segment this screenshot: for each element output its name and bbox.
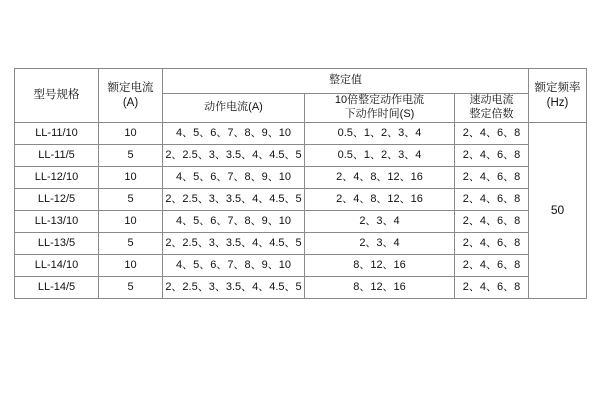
header-action-time bbox=[305, 94, 455, 123]
cell-action-current: 2、2.5、3、3.5、4、4.5、5 bbox=[163, 233, 305, 255]
table-row bbox=[15, 255, 587, 277]
cell-rated-current: 10 bbox=[99, 167, 163, 189]
cell-quick-current: 2、4、6、8 bbox=[455, 167, 529, 189]
header-setting-group: 整定值 bbox=[163, 69, 529, 94]
cell-model: LL-11/10 bbox=[15, 123, 99, 145]
header-rated-current bbox=[99, 69, 163, 123]
header-model: 型号规格 bbox=[15, 69, 99, 123]
cell-quick-current: 2、4、6、8 bbox=[455, 145, 529, 167]
cell-quick-current: 2、4、6、8 bbox=[455, 277, 529, 299]
cell-action-time: 8、12、16 bbox=[305, 277, 455, 299]
header-quick-current bbox=[455, 94, 529, 123]
cell-model: LL-14/5 bbox=[15, 277, 99, 299]
table-body bbox=[15, 123, 587, 299]
table-row bbox=[15, 123, 587, 145]
header-rated-current-line2: (A) bbox=[122, 96, 139, 109]
cell-model: LL-12/10 bbox=[15, 167, 99, 189]
table-row bbox=[15, 189, 587, 211]
cell-quick-current: 2、4、6、8 bbox=[455, 189, 529, 211]
header-quick-current-line2: 整定倍数 bbox=[469, 108, 514, 120]
header-quick-current-line1: 速动电流 bbox=[469, 94, 514, 107]
cell-action-current: 2、2.5、3、3.5、4、4.5、5 bbox=[163, 189, 305, 211]
cell-model: LL-11/5 bbox=[15, 145, 99, 167]
cell-rated-current: 5 bbox=[99, 189, 163, 211]
relay-spec-table bbox=[14, 68, 587, 299]
header-action-time-line2: 下动作时间(S) bbox=[344, 108, 415, 120]
cell-quick-current: 2、4、6、8 bbox=[455, 233, 529, 255]
cell-quick-current: 2、4、6、8 bbox=[455, 123, 529, 145]
cell-rated-current: 5 bbox=[99, 145, 163, 167]
header-rated-frequency-line2: (Hz) bbox=[546, 96, 569, 109]
header-row-1 bbox=[15, 69, 587, 94]
table-row bbox=[15, 211, 587, 233]
cell-action-time: 0.5、1、2、3、4 bbox=[305, 145, 455, 167]
cell-quick-current: 2、4、6、8 bbox=[455, 211, 529, 233]
cell-model: LL-13/5 bbox=[15, 233, 99, 255]
header-action-current: 动作电流(A) bbox=[163, 94, 305, 123]
header-rated-frequency bbox=[529, 69, 587, 123]
cell-rated-current: 10 bbox=[99, 123, 163, 145]
cell-action-current: 4、5、6、7、8、9、10 bbox=[163, 255, 305, 277]
cell-action-time: 2、4、8、12、16 bbox=[305, 167, 455, 189]
cell-action-time: 8、12、16 bbox=[305, 255, 455, 277]
cell-rated-current: 5 bbox=[99, 233, 163, 255]
header-rated-current-line1: 额定电流 bbox=[107, 82, 154, 95]
cell-model: LL-14/10 bbox=[15, 255, 99, 277]
cell-action-current: 4、5、6、7、8、9、10 bbox=[163, 211, 305, 233]
cell-action-current: 4、5、6、7、8、9、10 bbox=[163, 167, 305, 189]
table-row bbox=[15, 145, 587, 167]
cell-action-time: 2、3、4 bbox=[305, 211, 455, 233]
table-row bbox=[15, 277, 587, 299]
cell-action-time: 2、3、4 bbox=[305, 233, 455, 255]
cell-action-current: 2、2.5、3、3.5、4、4.5、5 bbox=[163, 277, 305, 299]
cell-rated-current: 10 bbox=[99, 211, 163, 233]
header-rated-frequency-line1: 额定频率 bbox=[534, 82, 581, 95]
cell-model: LL-13/10 bbox=[15, 211, 99, 233]
cell-quick-current: 2、4、6、8 bbox=[455, 255, 529, 277]
cell-rated-current: 5 bbox=[99, 277, 163, 299]
spec-table-container bbox=[14, 68, 586, 299]
cell-action-current: 2、2.5、3、3.5、4、4.5、5 bbox=[163, 145, 305, 167]
table-row bbox=[15, 167, 587, 189]
table-header bbox=[15, 69, 587, 123]
header-action-time-line1: 10倍整定动作电流 bbox=[334, 94, 425, 107]
cell-rated-current: 10 bbox=[99, 255, 163, 277]
cell-model: LL-12/5 bbox=[15, 189, 99, 211]
table-row bbox=[15, 233, 587, 255]
cell-rated-frequency: 50 bbox=[529, 123, 587, 299]
cell-action-time: 0.5、1、2、3、4 bbox=[305, 123, 455, 145]
cell-action-time: 2、4、8、12、16 bbox=[305, 189, 455, 211]
cell-action-current: 4、5、6、7、8、9、10 bbox=[163, 123, 305, 145]
